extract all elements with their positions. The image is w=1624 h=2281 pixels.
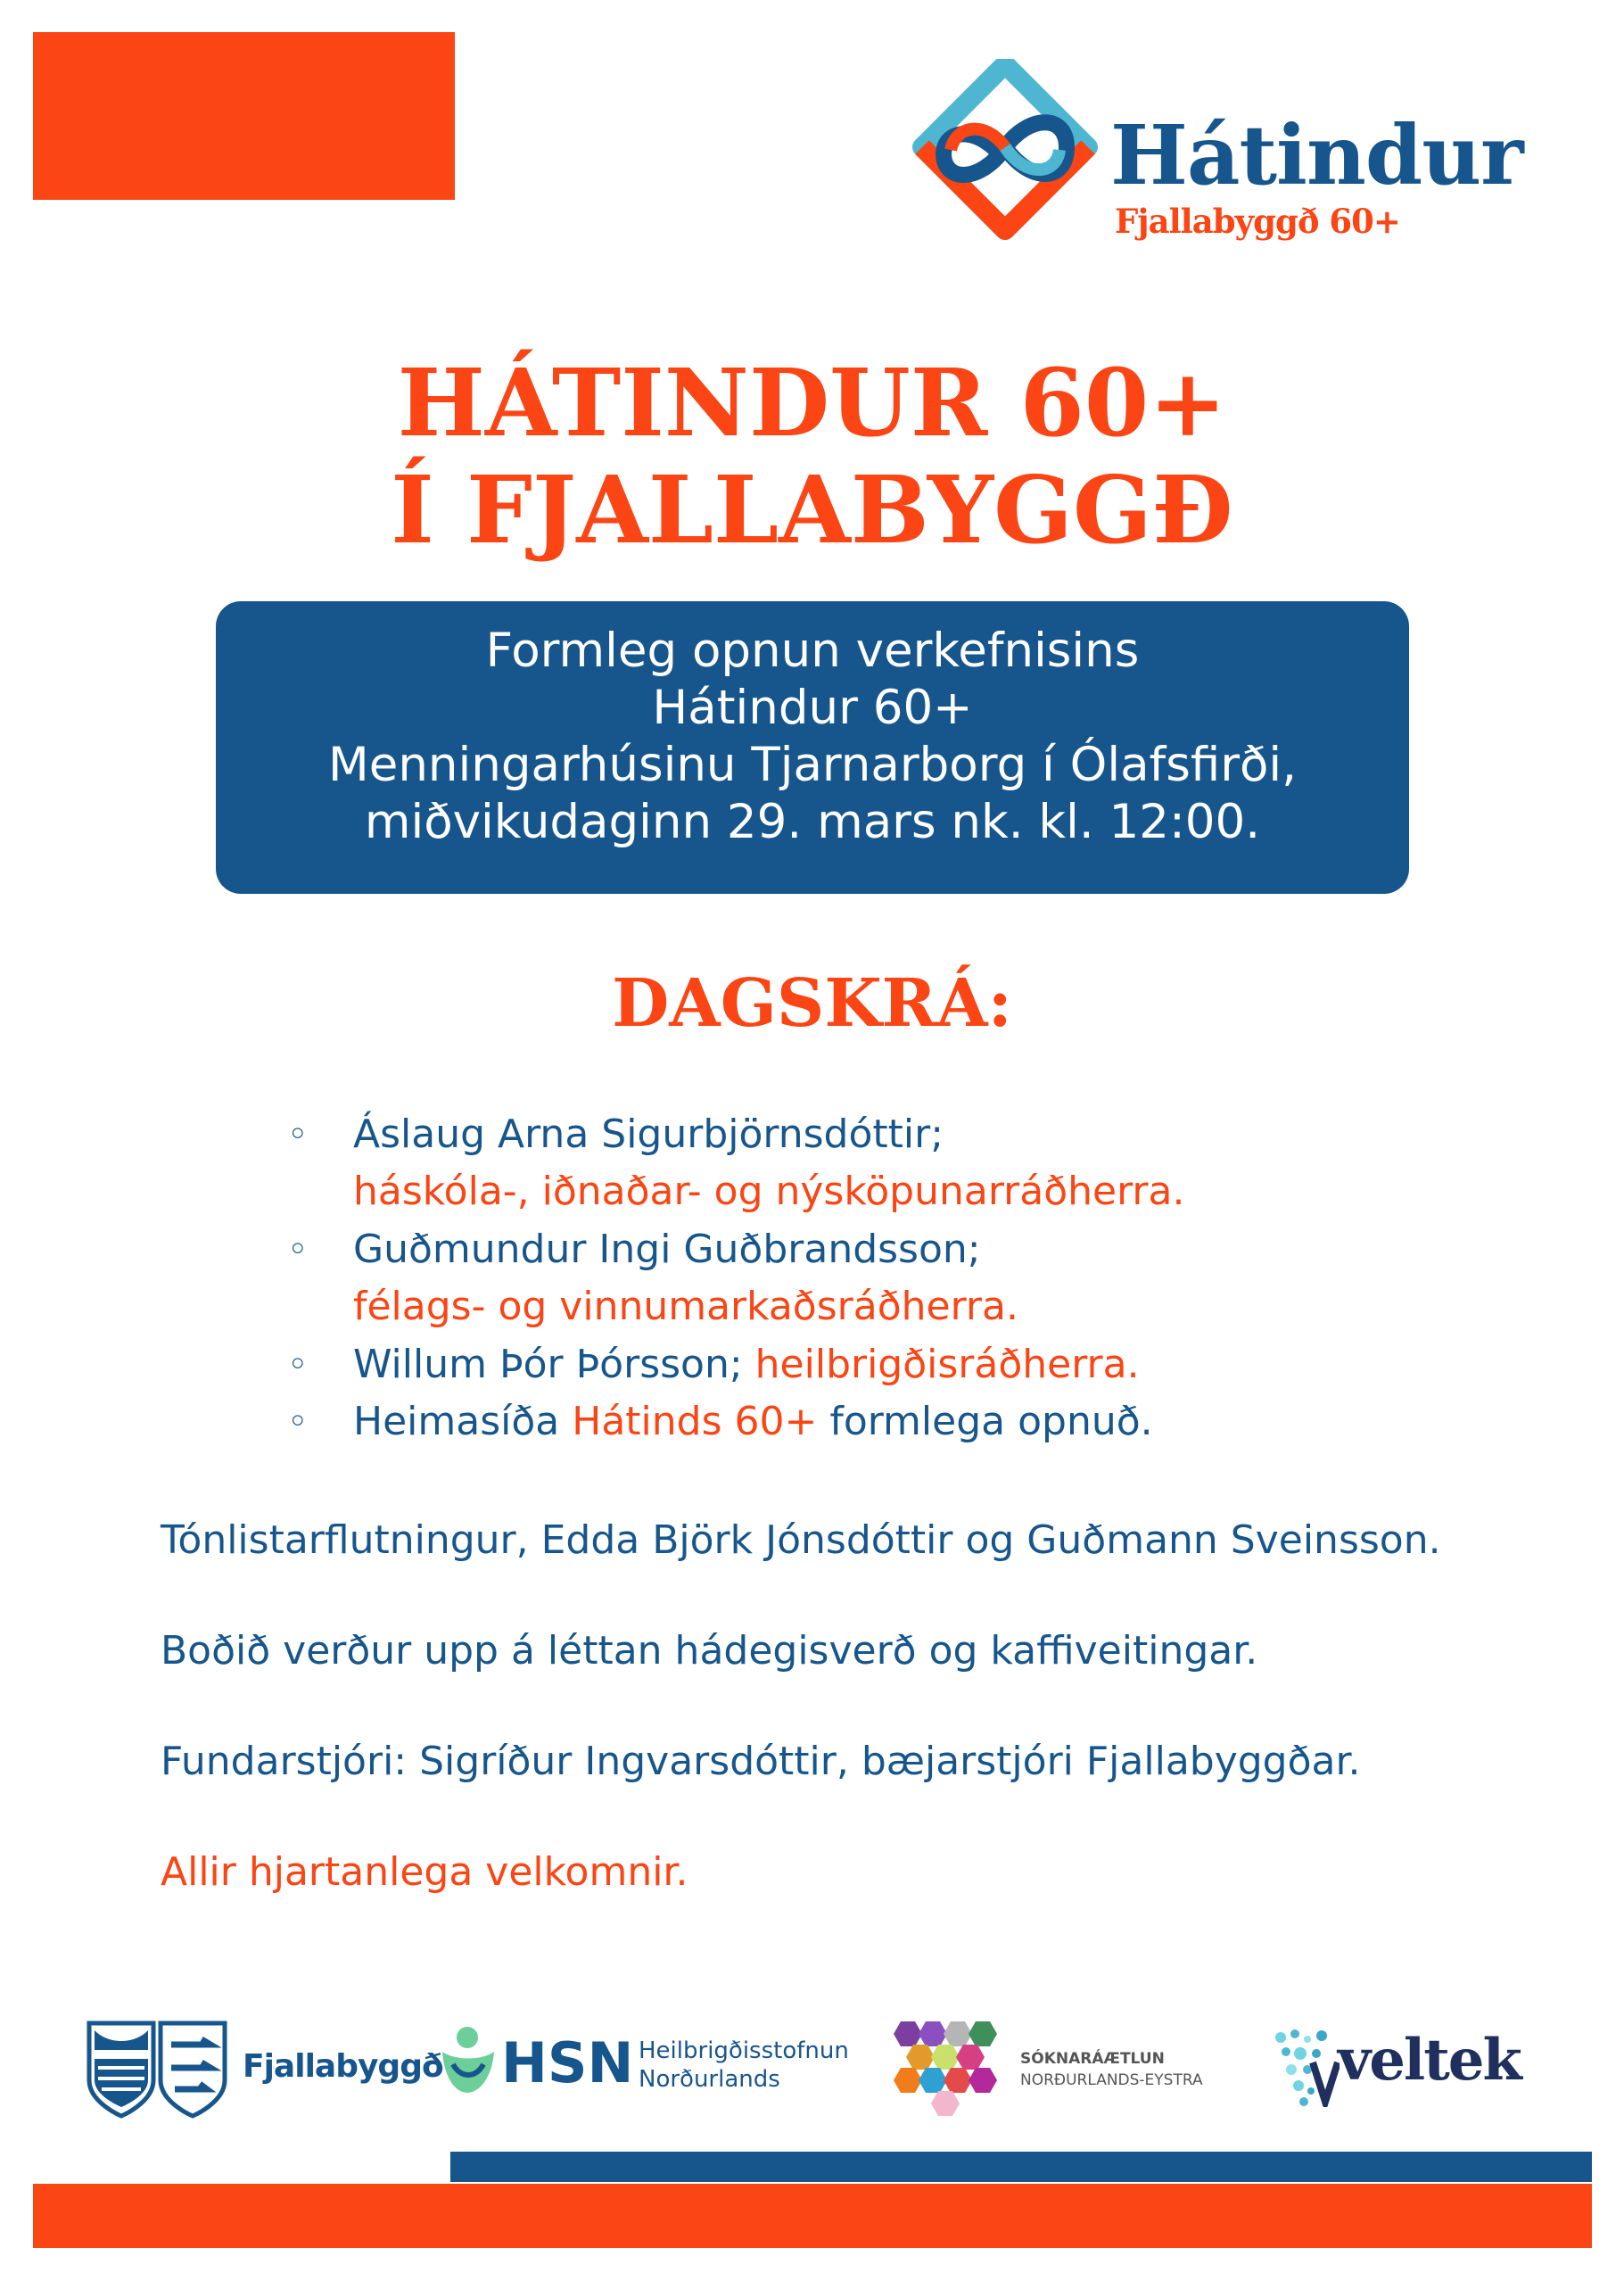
agenda-item-4 bbox=[353, 1399, 1153, 1444]
brand-tagline: Fjallabyggð 60+ bbox=[1115, 202, 1400, 241]
veltek-logo-text: veltek bbox=[1338, 2027, 1521, 2094]
agenda-item-4-post: formlega opnuð. bbox=[817, 1399, 1153, 1444]
bullet-icon: ◦ bbox=[287, 1344, 309, 1385]
info-line-3: Menningarhúsinu Tjarnarborg í Ólafsfirði, bbox=[327, 738, 1297, 792]
info-line-1: Formleg opnun verkefnisins bbox=[485, 624, 1140, 678]
bullet-icon: ◦ bbox=[287, 1401, 309, 1442]
event-info-box bbox=[216, 601, 1409, 894]
agenda-item-3 bbox=[353, 1342, 1140, 1387]
fjallabyggd-logo-text: Fjallabyggð bbox=[243, 2048, 443, 2085]
fjallabyggd-crest-icon bbox=[86, 2018, 228, 2120]
agenda-item-1-role: háskóla-, iðnaðar- og nýsköpunarráðherra. bbox=[353, 1169, 1185, 1214]
info-line-2: Hátindur 60+ bbox=[652, 681, 973, 735]
bottom-orange-bar bbox=[33, 2184, 1592, 2248]
agenda-item-2-name: Guðmundur Ingi Guðbrandsson; bbox=[353, 1227, 981, 1272]
bullet-icon: ◦ bbox=[287, 1114, 309, 1155]
headline-line-2: Í FJALLABYGGÐ bbox=[391, 455, 1233, 565]
agenda-item-3-role: heilbrigðisráðherra. bbox=[754, 1342, 1140, 1387]
top-orange-bar bbox=[33, 32, 455, 200]
info-line-4: miðvikudaginn 29. mars nk. kl. 12:00. bbox=[364, 795, 1261, 849]
chair-paragraph: Fundarstjóri: Sigríður Ingvarsdóttir, bæjarstjóri Fjallabyggðar. bbox=[161, 1739, 1361, 1784]
veltek-dots-icon bbox=[1272, 2027, 1340, 2107]
bottom-blue-bar bbox=[450, 2152, 1592, 2182]
hsn-abbr: HSN bbox=[501, 2030, 634, 2095]
headline-line-1: HÁTINDUR 60+ bbox=[397, 348, 1227, 458]
lunch-paragraph: Boðið verður upp á léttan hádegisverð og kaffiveitingar. bbox=[161, 1628, 1258, 1674]
sokn-line-2: NORÐURLANDS-EYSTRA bbox=[1020, 2071, 1203, 2089]
agenda-title: DAGSKRÁ: bbox=[612, 965, 1012, 1042]
music-paragraph: Tónlistarflutningur, Edda Björk Jónsdóttir og Guðmann Sveinsson. bbox=[161, 1517, 1441, 1563]
agenda-item-1-name: Áslaug Arna Sigurbjörnsdóttir; bbox=[353, 1112, 944, 1157]
welcome-paragraph: Allir hjartanlega velkomnir. bbox=[161, 1849, 688, 1895]
agenda-item-3-name: Willum Þór Þórsson; bbox=[353, 1342, 755, 1387]
bullet-icon: ◦ bbox=[287, 1229, 309, 1270]
agenda-item-4-pre: Heimasíða bbox=[353, 1399, 573, 1444]
infinity-heart-icon bbox=[922, 64, 1088, 230]
brand-title: Hátindur bbox=[1110, 107, 1523, 203]
sokn-line-1: SÓKNARÁÆTLUN bbox=[1020, 2050, 1165, 2068]
agenda-item-4-highlight: Hátinds 60+ bbox=[572, 1399, 818, 1444]
hsn-figure-icon bbox=[437, 2025, 499, 2096]
soknaraaetlun-hexagons-icon bbox=[886, 2018, 1011, 2125]
agenda-item-2-role: félags- og vinnumarkaðsráðherra. bbox=[353, 1284, 1018, 1329]
hsn-line-2: Norðurlands bbox=[639, 2066, 780, 2093]
hsn-line-1: Heilbrigðisstofnun bbox=[639, 2037, 849, 2064]
